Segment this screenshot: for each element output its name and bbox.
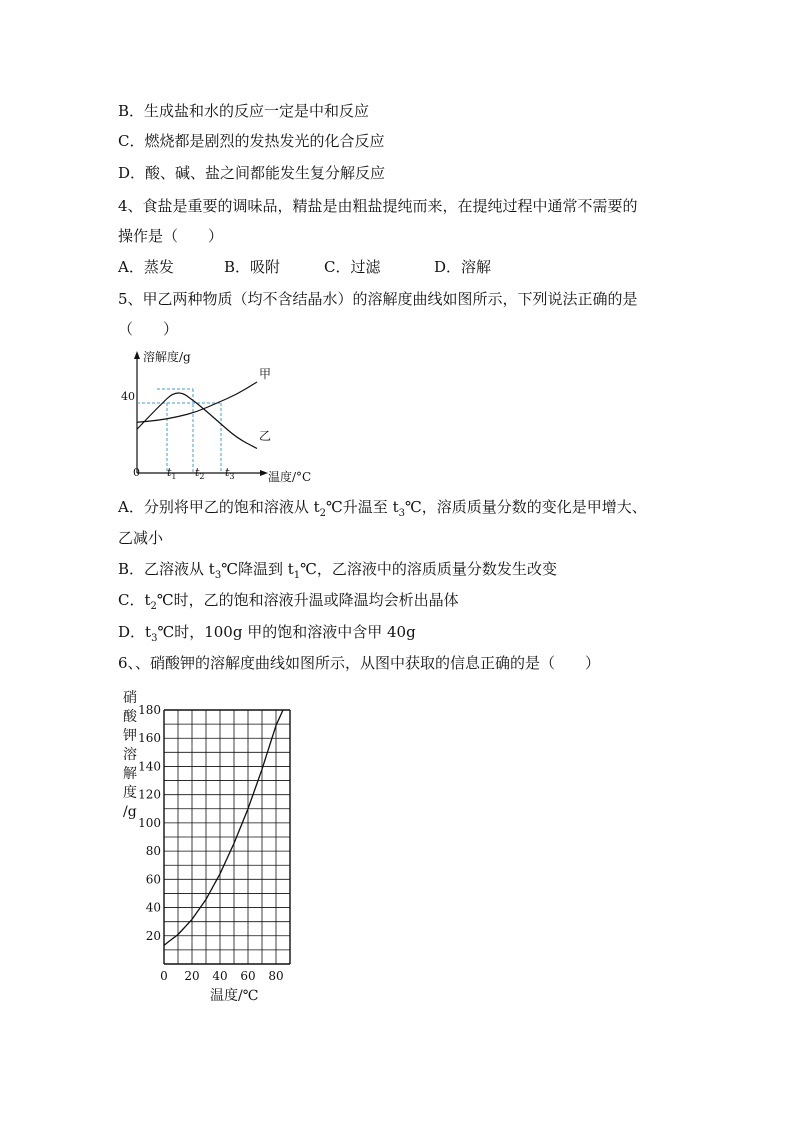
chart2-ylabel-char: 解 [123, 766, 137, 782]
q4-option-b: B．吸附 [224, 258, 281, 276]
q4-option-a: A．蒸发 [118, 258, 174, 276]
q5-option-c: C．$t_2℃$时，乙的饱和溶液升温或降温均会析出晶体 [118, 591, 459, 612]
q5-stem-line1: 5、甲乙两种物质（均不含结晶水）的溶解度曲线如图所示，下列说法正确的是 [118, 290, 638, 308]
chart1-x-tick-t2: $t_2$ [195, 466, 205, 481]
chart2-x-tick: 80 [268, 969, 284, 983]
q4-option-d: D．溶解 [434, 258, 492, 276]
chart2-y-tick: 40 [145, 900, 161, 915]
chart2-x-tick: 20 [184, 969, 200, 983]
kno3-solubility-chart [118, 682, 318, 1012]
chart1-y-arrow [134, 351, 140, 359]
q5-option-d: D．$t_3℃$时，100g 甲的饱和溶液中含甲 40g [118, 623, 416, 644]
q3-option-c: C．燃烧都是剧烈的发热发光的化合反应 [118, 132, 385, 150]
chart1-curves [137, 382, 257, 449]
chart2-y-tick: 160 [138, 731, 161, 746]
chart2-kno3-curve [164, 710, 283, 945]
chart2-grid [164, 710, 290, 964]
chart1-series-yi-label: 乙 [259, 429, 272, 443]
chart1-axes [134, 351, 268, 476]
chart1-x-label: 温度/°C [268, 470, 312, 484]
q5-option-b: B．乙溶液从 $t_3℃$降温到 $t_1℃$，乙溶液中的溶质质量分数发生改变 [118, 560, 557, 581]
chart1-x-arrow [260, 470, 268, 476]
chart1-y-label: 溶解度/g [143, 350, 191, 364]
chart2-curve [164, 710, 283, 945]
chart2-ylabel-char: 钾 [123, 728, 137, 744]
q3-option-b: B．生成盐和水的反应一定是中和反应 [118, 102, 370, 120]
chart1-guides [137, 389, 221, 473]
chart2-y-tick: 140 [138, 759, 161, 774]
chart2-x-tick: 0 [160, 969, 168, 983]
q4-stem-line2: 操作是（ ） [118, 227, 224, 245]
chart2-ylabel-char: 硝 [123, 690, 137, 706]
q4-option-c: C．过滤 [324, 258, 381, 276]
q3-option-d: D．酸、碱、盐之间都能发生复分解反应 [118, 164, 386, 182]
chart1-series-jia-label: 甲 [259, 367, 272, 381]
q4-options [118, 257, 491, 277]
solubility-chart-1 [118, 348, 328, 488]
q5-option-a: A．分别将甲乙的饱和溶液从 $t_2℃$升温至 $t_3℃$，溶质质量分数的变化是甲增大、 [118, 498, 647, 519]
q5-option-a-cont: 乙减小 [118, 529, 164, 547]
q5-stem-line2: （ ） [118, 320, 179, 338]
chart2-y-tick: 80 [145, 844, 161, 859]
chart1-y-tick-40: 40 [121, 390, 135, 403]
chart2-ylabel-char: 酸 [123, 709, 137, 725]
chart2-y-tick: 100 [138, 815, 161, 830]
chart2-ylabel-char: /g [123, 804, 137, 820]
chart2-ylabel-char: 度 [123, 785, 137, 801]
chart1-origin: 0 [133, 466, 140, 479]
chart2-x-label: 温度/℃ [210, 988, 259, 1004]
chart2-y-tick: 20 [145, 928, 161, 943]
chart2-y-tick: 180 [138, 703, 161, 717]
q4-stem-line1: 4、食盐是重要的调味品，精盐是由粗盐提纯而来，在提纯过程中通常不需要的 [118, 197, 638, 215]
chart2-x-tick: 40 [212, 969, 228, 983]
chart2-x-tick: 60 [240, 969, 256, 983]
chart1-curve-0 [137, 382, 257, 422]
q6-stem-line1: 6、、硝酸钾的溶解度曲线如图所示，从图中获取的信息正确的是（ ） [118, 654, 601, 672]
chart1-x-tick-t3: $t_3$ [225, 466, 235, 481]
chart2-y-tick: 120 [138, 787, 161, 802]
chart2-ylabel-char: 溶 [123, 747, 137, 763]
chart2-y-tick: 60 [145, 872, 161, 887]
chart2-y-label [123, 689, 138, 820]
chart1-x-tick-t1: $t_1$ [167, 466, 177, 481]
